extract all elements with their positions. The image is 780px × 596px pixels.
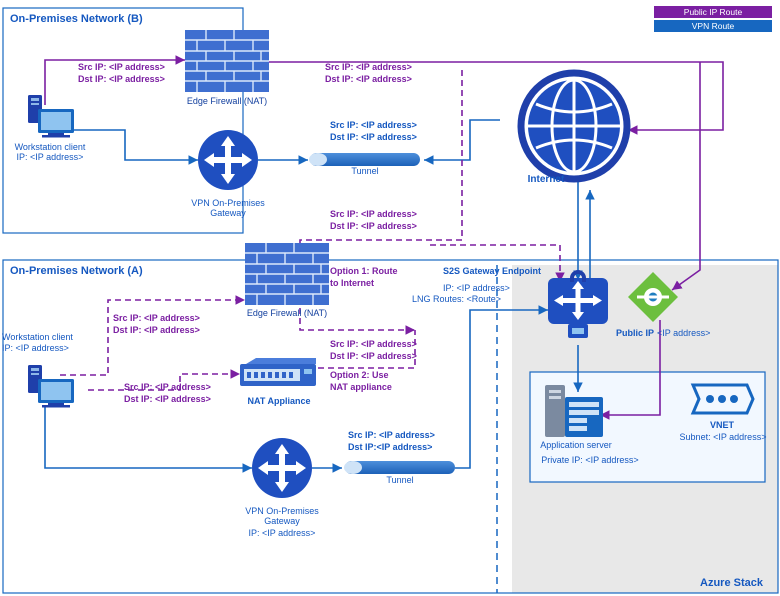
nat-appliance-label: NAT Appliance [247, 396, 311, 406]
vpn-gateway-b-label-1: VPN On-Premises [191, 198, 265, 208]
tunnel-a-label: Tunnel [386, 475, 414, 485]
vpn-gateway-a-label-2: Gateway [264, 516, 300, 526]
s2s-gateway-routes: LNG Routes: <Route> [412, 294, 502, 304]
workstation-a-title: Workstation client [2, 332, 73, 342]
annotation-a-nat-src: Src IP: <IP address> [330, 339, 417, 349]
region-title-azure-stack: Azure Stack [700, 577, 763, 589]
workstation-a-ip: IP: <IP address> [2, 343, 69, 353]
annotation-a-tunnel-src: Src IP: <IP address> [348, 430, 435, 440]
public-ip-value: <IP address> [657, 328, 711, 338]
internet-label: Internet [527, 174, 565, 185]
annotation-b-right-src: Src IP: <IP address> [325, 62, 412, 72]
app-server-title: Application server [540, 440, 612, 450]
edge-firewall-b-label: Edge Firewall (NAT) [186, 96, 268, 106]
annotation-b-right-dst: Dst IP: <IP address> [325, 74, 412, 84]
app-server-ip: Private IP: <IP address> [541, 455, 639, 465]
vpn-gateway-a-ip: IP: <IP address> [248, 528, 316, 538]
annotation-a-tunnel-dst: Dst IP:<IP address> [348, 442, 433, 452]
tunnel-b-label: Tunnel [351, 166, 379, 176]
annotation-a-ws2-dst: Dst IP: <IP address> [124, 394, 211, 404]
option-2-line-2: NAT appliance [330, 382, 392, 392]
legend [654, 6, 772, 34]
workstation-b-title: Workstation client [14, 142, 86, 152]
annotation-b-left-dst: Dst IP: <IP address> [78, 74, 165, 84]
vnet-subnet: Subnet: <IP address> [679, 432, 767, 442]
option-2-line-1: Option 2: Use [330, 370, 389, 380]
option-1-line-1: Option 1: Route [330, 266, 398, 276]
region-title-onprem-a: On-Premises Network (A) [10, 265, 143, 277]
vpn-gateway-b-label-2: Gateway [210, 208, 246, 218]
legend-vpn-route: VPN Route [654, 20, 772, 32]
annotation-a-nat-dst: Dst IP: <IP address> [330, 351, 417, 361]
annotation-a-ws-src: Src IP: <IP address> [113, 313, 200, 323]
s2s-gateway-ip: IP: <IP address> [443, 283, 510, 293]
s2s-gateway-title: S2S Gateway Endpoint [443, 266, 542, 276]
edge-firewall-a-label: Edge Firewall (NAT) [246, 308, 328, 318]
annotation-a-ws-dst: Dst IP: <IP address> [113, 325, 200, 335]
public-ip-title: Public IP [616, 328, 655, 338]
annotation-b-tunnel-src: Src IP: <IP address> [330, 120, 417, 130]
annotation-mid-dst: Dst IP: <IP address> [330, 221, 417, 231]
annotation-a-ws2-src: Src IP: <IP address> [124, 382, 211, 392]
annotation-b-left-src: Src IP: <IP address> [78, 62, 165, 72]
annotation-b-tunnel-dst: Dst IP: <IP address> [330, 132, 417, 142]
vpn-gateway-a-label-1: VPN On-Premises [245, 506, 319, 516]
option-1-line-2: to Internet [330, 278, 374, 288]
vnet-title: VNET [709, 420, 734, 430]
workstation-b-ip: IP: <IP address> [16, 152, 84, 162]
legend-public-ip-route: Public IP Route [654, 6, 772, 18]
annotation-mid-src: Src IP: <IP address> [330, 209, 417, 219]
region-title-onprem-b: On-Premises Network (B) [10, 13, 143, 25]
